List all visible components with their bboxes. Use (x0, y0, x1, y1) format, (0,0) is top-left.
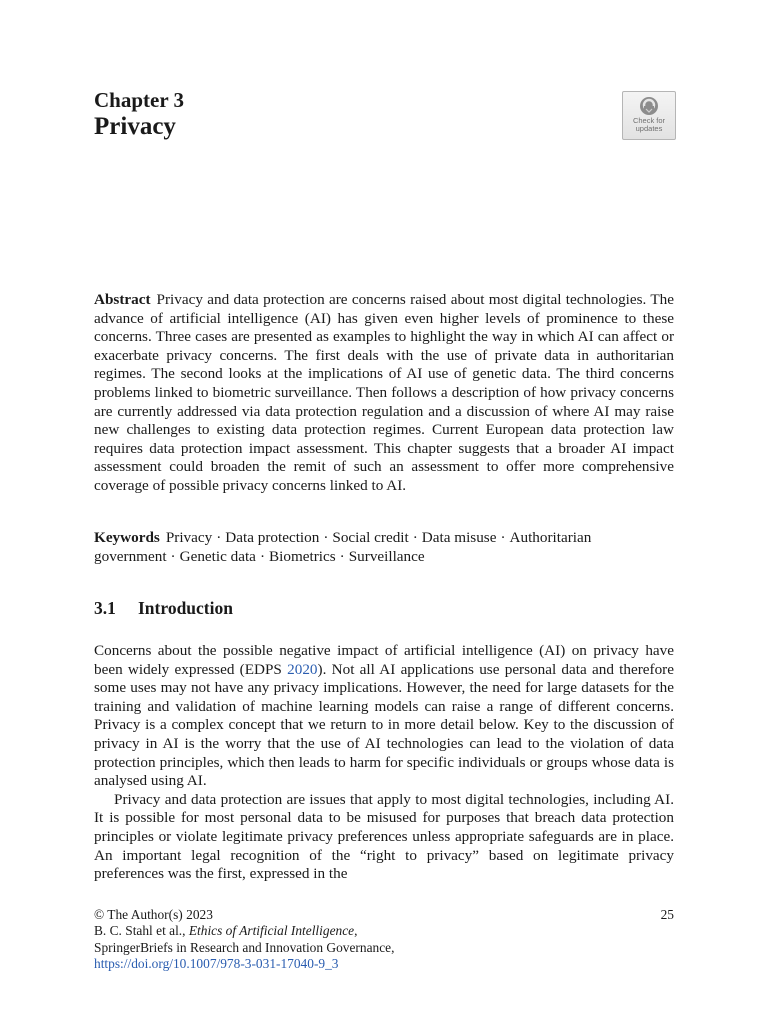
keyword-separator: · (339, 547, 345, 565)
doi-link[interactable]: https://doi.org/10.1007/978-3-031-17040-9_3 (94, 956, 339, 972)
keyword-separator: · (216, 529, 222, 546)
check-for-updates-icon (639, 96, 659, 116)
keyword-separator: · (412, 529, 418, 546)
keyword-separator: · (500, 529, 506, 546)
paragraph-text: ). Not all AI applications use personal data and therefore some uses may not have any privacy implications. However, the need for large datasets for the training and validation of machine learning models can raise a range of different concerns. Privacy is a complex concept that we return to in more detail below. Key to the discussion of privacy in AI is the worry that the use of AI technologies can lead to the violation of data protection principles, which then leads to harm for specific individuals or groups whose data is analysed using AI. (94, 660, 674, 790)
paragraph (94, 642, 674, 791)
paragraph: Privacy and data protection are issues that apply to most digital technologies, including AI. It is possible for most personal data to be misused for purposes that breach data protection principles or violate legitimate privacy preferences unless appropriate safeguards are in place. An important legal recognition of the “right to privacy” based on legitimate privacy preferences was the first, expressed in the (94, 790, 674, 883)
check-for-updates-label: Check for updates (632, 116, 666, 133)
book-title: Ethics of Artificial Intelligence (188, 923, 355, 939)
section-number: 3.1 (94, 598, 116, 618)
keyword: Surveillance (348, 547, 425, 565)
keyword: Authoritarian government (94, 529, 592, 565)
keyword: Privacy (165, 529, 213, 546)
body-text (94, 642, 674, 884)
section-title: Introduction (138, 598, 233, 618)
keywords-label: Keywords (94, 529, 160, 546)
abstract-text: Privacy and data protection are concerns raised about most digital technologies. The advance of artificial intelligence (AI) has given even higher levels of prominence to these concerns. Three cases are presented as examples to highlight the way in which AI can affect or exacerbate privacy concerns. The first deals with the use of private data in authoritarian regimes. The second looks at the implications of AI use of genetic data. The third concerns problems linked to biometric surveillance. Then follows a description of how privacy concerns are currently addressed via data protection regulation and a discussion of where AI may raise new challenges to existing data protection regimes. Current European data protection law requires data protection impact assessment. This chapter suggests that a broader AI impact assessment could broaden the remit of such an assessment to offer more comprehensive coverage of possible privacy concerns linked to AI. (94, 291, 674, 494)
section-heading (94, 597, 233, 619)
page (94, 0, 674, 1024)
citation-line (94, 923, 674, 939)
footer (94, 907, 674, 973)
keyword: Genetic data (179, 547, 256, 565)
keyword-separator: · (170, 547, 176, 565)
authors: B. C. Stahl et al., (94, 923, 189, 939)
keyword: Social credit (332, 529, 409, 546)
keyword-separator: · (323, 529, 329, 546)
copyright: © The Author(s) 2023 (94, 907, 213, 922)
citation-link[interactable]: 2020 (287, 660, 318, 678)
authors-end: , (354, 923, 358, 939)
page-number: 25 (660, 907, 674, 922)
paragraph-text: Concerns about the possible negative impact of artificial intelligence (AI) on privacy have been widely expressed (EDPS (94, 642, 674, 678)
abstract (94, 291, 674, 496)
keyword: Biometrics (269, 547, 336, 565)
keyword-separator: · (259, 547, 265, 565)
series: SpringerBriefs in Research and Innovation Governance, (94, 939, 395, 955)
keywords (94, 529, 674, 566)
chapter-number: Chapter 3 (94, 88, 185, 112)
keyword: Data misuse (421, 529, 497, 546)
abstract-label: Abstract (94, 291, 151, 308)
keyword: Data protection (225, 529, 320, 546)
check-for-updates-badge[interactable] (622, 91, 676, 140)
chapter-title: Privacy (94, 113, 176, 140)
